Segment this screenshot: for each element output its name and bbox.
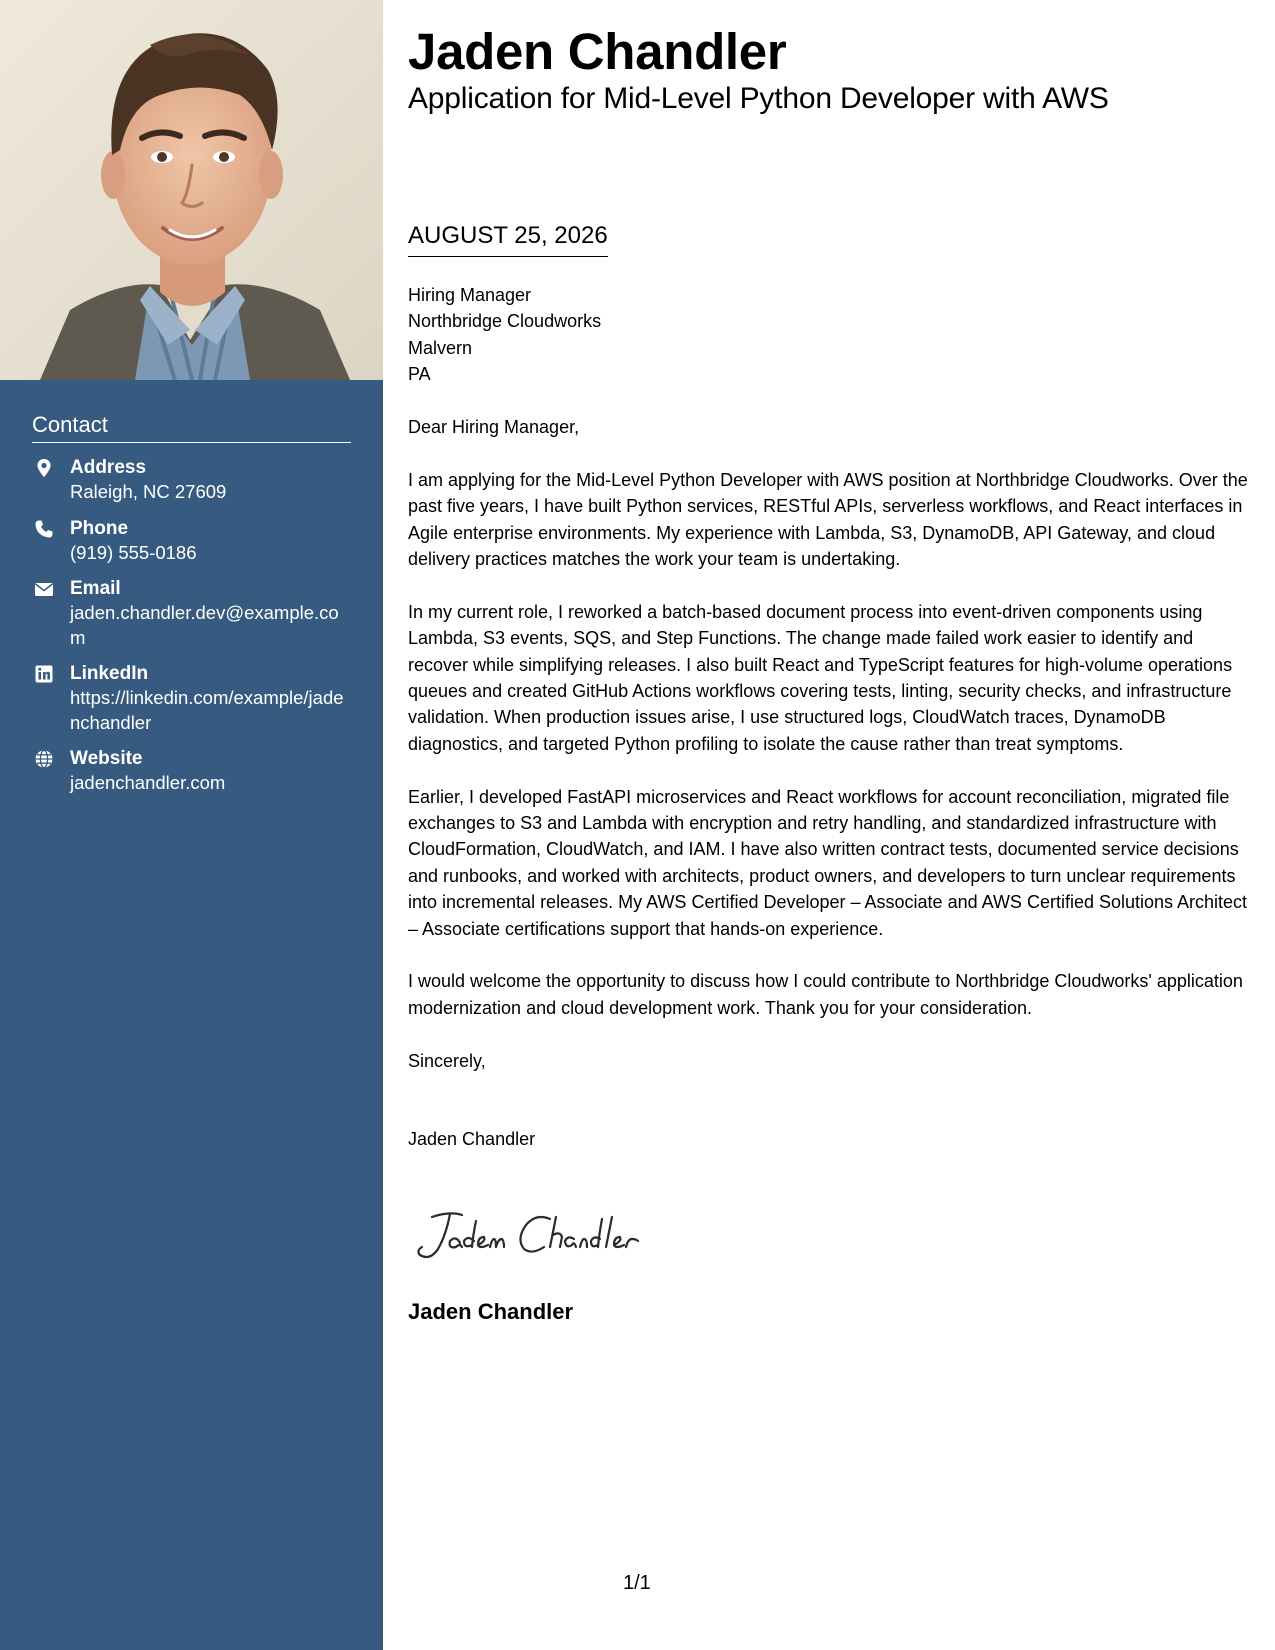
signed-name: Jaden Chandler <box>408 1299 574 1324</box>
recipient-line: PA <box>408 364 431 385</box>
contact-email <box>32 577 351 650</box>
page-indicator: 1/1 <box>623 1572 651 1594</box>
globe-icon <box>34 749 54 769</box>
recipient-block <box>408 282 1253 388</box>
letter-body <box>408 282 1253 1153</box>
recipient-line: Hiring Manager <box>408 285 532 305</box>
envelope-icon <box>34 579 54 599</box>
recipient-line: Northbridge Cloudworks <box>408 311 602 332</box>
closing-name: Jaden Chandler <box>408 1129 536 1150</box>
profile-photo <box>0 0 383 380</box>
letter-date: AUGUST 25, 2026 <box>408 222 608 257</box>
recipient-line: Malvern <box>408 337 473 358</box>
address-value: Raleigh, NC 27609 <box>70 481 227 502</box>
paragraph: I am applying for the Mid-Level Python Developer with AWS position at Northbridge Cloudworks. Over the past five years, I have built Python services, RESTful APIs, serverless workflows, and React interfaces in Agile enterprise environments. My experience with Lambda, S3, DynamoDB, API Gateway, and cloud delivery practices matches the work your team is undertaking. <box>408 469 1248 570</box>
email-label: Email <box>70 578 121 599</box>
linkedin-label: LinkedIn <box>70 663 149 684</box>
application-subtitle: Application for Mid-Level Python Developer with AWS <box>408 82 1109 115</box>
handwritten-signature <box>410 1205 670 1265</box>
map-pin-icon <box>34 458 54 478</box>
contact-phone <box>32 517 351 566</box>
website-value[interactable]: jadenchandler.com <box>70 772 226 793</box>
email-value[interactable]: jaden.chandler.dev@example.com <box>70 602 339 648</box>
contact-address <box>32 456 351 505</box>
phone-icon <box>34 519 54 539</box>
contact-title: Contact <box>32 412 351 443</box>
closing: Sincerely, <box>408 1050 486 1071</box>
contact-website <box>32 747 351 796</box>
phone-label: Phone <box>70 517 129 539</box>
salutation: Dear Hiring Manager, <box>408 417 580 438</box>
address-label: Address <box>70 457 147 478</box>
phone-value: (919) 555-0186 <box>70 541 197 563</box>
linkedin-value[interactable]: https://linkedin.com/example/jadenchandler <box>70 687 344 733</box>
contact-section <box>32 412 351 808</box>
applicant-name: Jaden Chandler <box>408 23 787 80</box>
paragraph: I would welcome the opportunity to discuss how I could contribute to Northbridge Cloudworks' application modernization and cloud development work. Thank you for your consideration. <box>408 971 1243 1018</box>
sidebar <box>0 0 383 1650</box>
contact-linkedin <box>32 662 351 735</box>
website-label: Website <box>70 748 143 769</box>
paragraph: Earlier, I developed FastAPI microservices and React workflows for account reconciliation, migrated file exchanges to S3 and Lambda with encryption and retry handling, and standardized infrastructure with CloudFormation, CloudWatch, and IAM. I have also written contract tests, documented service decisions and runbooks, and worked with architects, product owners, and developers to turn unclear requirements into incremental releases. My AWS Certified Developer – Associate and AWS Certified Solutions Architect – Associate certifications support that hands-on experience. <box>408 786 1248 939</box>
linkedin-icon <box>34 664 54 684</box>
paragraph: In my current role, I reworked a batch-based document process into event-driven components using Lambda, S3 events, SQS, and Step Functions. The change made failed work easier to identify and recover while simplifying releases. I also built React and TypeScript features for high-volume operations queues and created GitHub Actions workflows covering tests, linting, security checks, and infrastructure validation. When production issues arise, I use structured logs, CloudWatch traces, DynamoDB diagnostics, and targeted Python profiling to isolate the cause rather than treat symptoms. <box>408 601 1233 754</box>
